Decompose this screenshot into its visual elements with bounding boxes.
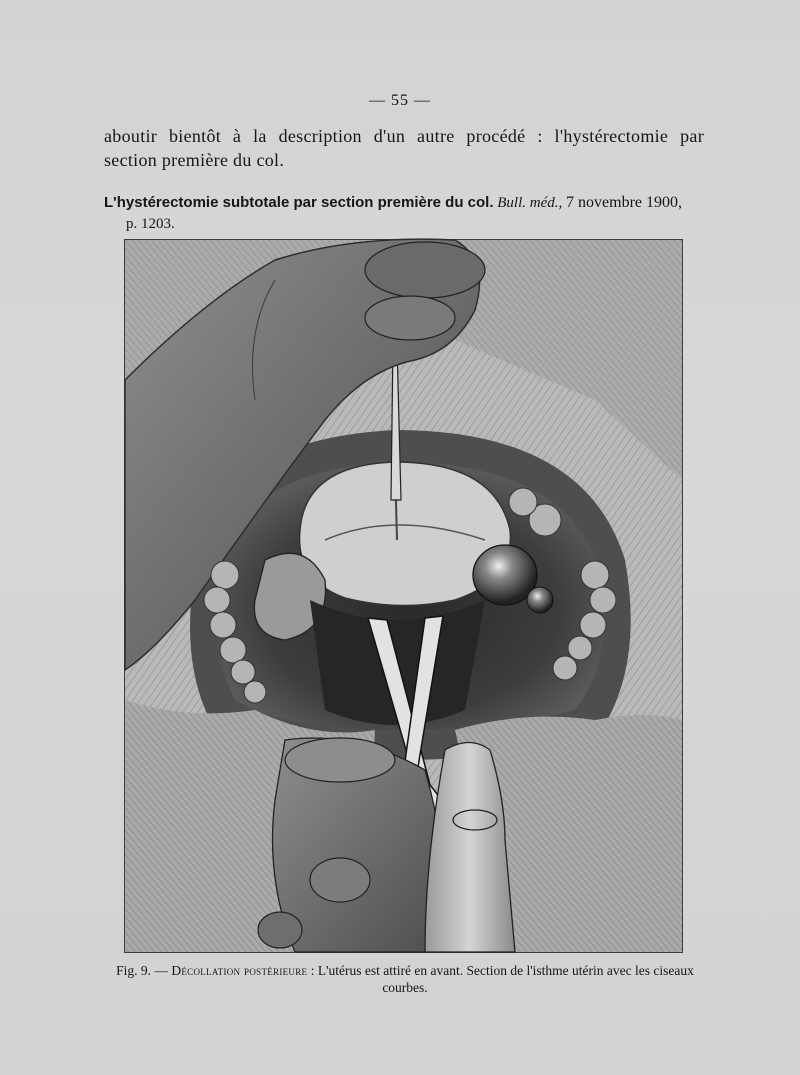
reference-page: p. 1203. (126, 216, 175, 232)
body-text-line: aboutir bientôt à la description d'un autre procédé : l'hystérectomie par (104, 126, 704, 146)
page-number: — 55 — (369, 92, 431, 109)
figure-title: Décollation postérieure (171, 963, 308, 978)
figure-label: Fig. 9. — (116, 963, 168, 978)
body-text-line: section première du col. (104, 150, 285, 170)
figure-caption (100, 962, 710, 996)
reference-journal: Bull. méd., (497, 195, 563, 211)
bibliographic-reference (104, 192, 704, 232)
figure-caption-text: : L'utérus est attiré en avant. Section de l'isthme utérin avec les ciseaux courbes. (310, 963, 694, 995)
reference-date: 7 novembre 1900, (566, 194, 682, 211)
surgical-illustration (125, 240, 682, 952)
reference-title: L'hystérectomie subtotale par section première du col. (104, 194, 494, 211)
